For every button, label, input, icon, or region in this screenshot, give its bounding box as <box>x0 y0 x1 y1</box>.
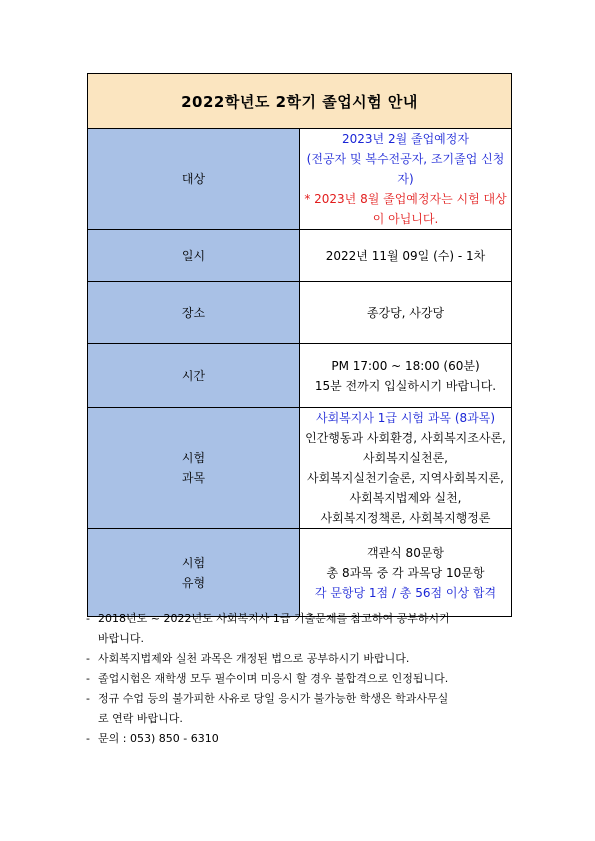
note-dash: - <box>86 652 90 665</box>
type-label-2: 유형 <box>181 575 206 590</box>
subjects-label-1: 시험 <box>181 451 206 465</box>
place-row <box>88 282 512 344</box>
note-item <box>86 649 516 669</box>
type-row <box>88 529 512 617</box>
note-dash: - <box>86 692 90 705</box>
note-line: 졸업시험은 재학생 모두 필수이며 미응시 할 경우 불합격으로 인정됩니다. <box>98 672 449 685</box>
target-line-1: 2023년 2월 졸업예정자 <box>342 132 469 146</box>
notice-table <box>87 73 512 617</box>
place-label: 장소 <box>88 282 300 344</box>
note-dash: - <box>86 672 90 685</box>
time-line-1: PM 17:00 ~ 18:00 (60분) <box>331 358 480 373</box>
target-value <box>300 129 512 230</box>
subjects-line-1: 인간행동과 사회환경, 사회복지조사론, 사회복지실천론, <box>305 431 506 465</box>
place-value: 종강당, 사강당 <box>300 282 512 344</box>
subjects-line-2: 사회복지실천기술론, 지역사회복지론, 사회복지법제와 실천, <box>307 471 504 505</box>
title-row <box>88 74 512 129</box>
note-item <box>86 669 516 689</box>
subjects-heading: 사회복지사 1급 시험 과목 (8과목) <box>316 411 495 425</box>
note-line: 2018년도 ~ 2022년도 사회복지사 1급 기출문제를 참고하여 공부하시기 <box>98 612 450 625</box>
notes-list <box>86 609 516 749</box>
target-line-2: (전공자 및 복수전공자, 조기졸업 신청자) <box>306 152 505 186</box>
time-row <box>88 344 512 408</box>
note-dash: - <box>86 732 90 745</box>
date-row <box>88 230 512 282</box>
subjects-label <box>88 408 300 529</box>
subjects-value <box>300 408 512 529</box>
time-line-2: 15분 전까지 입실하시기 바랍니다. <box>314 378 497 393</box>
target-warning: * 2023년 8월 졸업예정자는 시험 대상이 아닙니다. <box>304 192 507 226</box>
time-label: 시간 <box>88 344 300 408</box>
time-value <box>300 344 512 408</box>
note-item <box>86 689 516 729</box>
type-line-2: 총 8과목 중 각 과목당 10문항 <box>326 565 485 580</box>
type-line-1: 객관식 80문항 <box>366 545 445 560</box>
target-label: 대상 <box>88 129 300 230</box>
note-dash: - <box>86 612 90 625</box>
document-title: 2022학년도 2학기 졸업시험 안내 <box>88 74 512 129</box>
type-value <box>300 529 512 617</box>
date-value: 2022년 11월 09일 (수) - 1차 <box>300 230 512 282</box>
note-line-cont: 바랍니다. <box>98 632 145 645</box>
note-line: 사회복지법제와 실천 과목은 개정된 법으로 공부하시기 바랍니다. <box>98 652 410 665</box>
date-label: 일시 <box>88 230 300 282</box>
type-label-1: 시험 <box>181 555 206 570</box>
target-row <box>88 129 512 230</box>
note-item <box>86 729 516 749</box>
contact-info: 문의 : 053) 850 - 6310 <box>98 732 219 745</box>
type-pass-criteria: 각 문항당 1점 / 총 56점 이상 합격 <box>314 585 497 600</box>
subjects-row <box>88 408 512 529</box>
subjects-line-3: 사회복지정책론, 사회복지행정론 <box>320 511 491 525</box>
note-line-cont: 로 연락 바랍니다. <box>98 712 183 725</box>
note-line: 정규 수업 등의 불가피한 사유로 당일 응시가 불가능한 학생은 학과사무실 <box>98 692 449 705</box>
type-label <box>88 529 300 617</box>
subjects-label-2: 과목 <box>181 471 206 485</box>
note-item <box>86 609 516 649</box>
